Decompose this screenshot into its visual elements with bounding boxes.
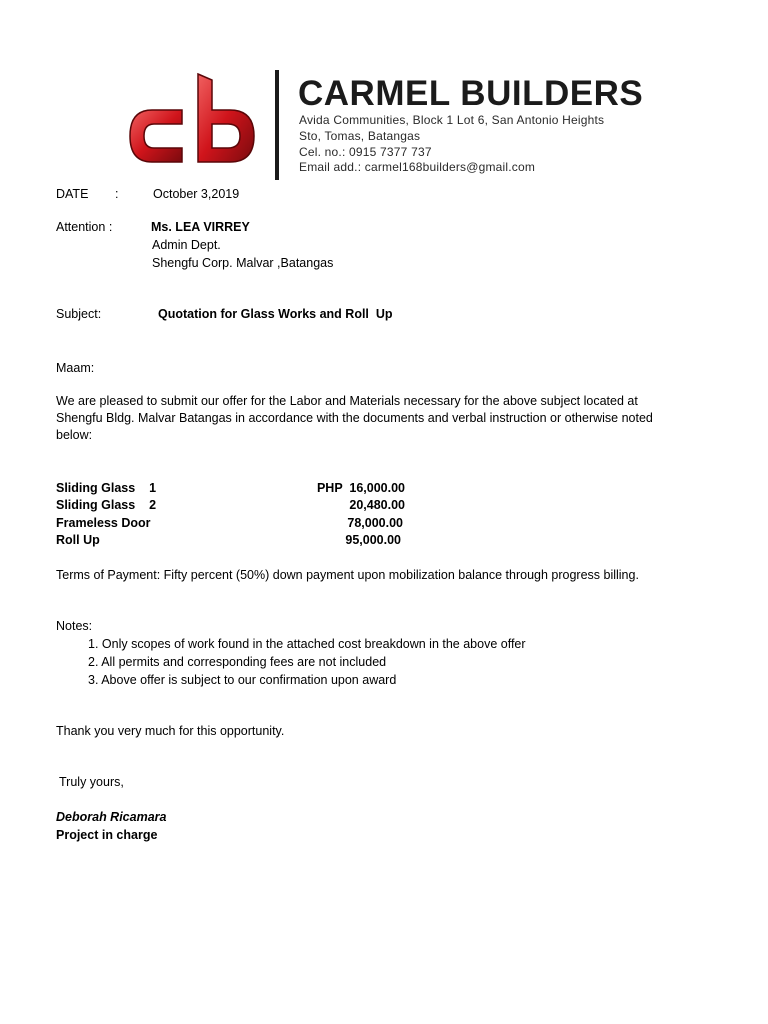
company-address-line2: Sto, Tomas, Batangas [299,129,421,143]
item-amount: PHP 16,000.00 [316,481,405,495]
body-paragraph: We are pleased to submit our offer for the Labor and Materials necessary for the above subject located at Shengfu Bldg. Malvar Batangas in accordance with the documents and verbal instruction or otherwise noted below: [56,394,653,442]
logo-letter-c [130,110,182,162]
item-name: Sliding Glass 1 [56,481,157,495]
item-name: Roll Up [56,533,100,547]
attention-dept: Admin Dept. [152,238,221,252]
date-colon: : [115,187,119,201]
signer-title: Project in charge [56,828,158,842]
subject-value: Quotation for Glass Works and Roll Up [158,307,393,321]
header-divider [275,70,279,180]
signer-name: Deborah Ricamara [56,810,167,824]
item-amount: 95,000.00 [345,533,401,547]
company-name: CARMEL BUILDERS [298,74,644,113]
company-address-line1: Avida Communities, Block 1 Lot 6, San Antonio Heights [299,113,605,127]
note-item: 1. Only scopes of work found in the attached cost breakdown in the above offer [88,637,526,651]
thanks-line: Thank you very much for this opportunity. [56,724,285,738]
item-amount: 78,000.00 [347,516,403,530]
logo-letter-b [198,74,254,162]
attention-name: Ms. LEA VIRREY [151,220,250,234]
subject-label: Subject: [56,307,102,321]
company-email: Email add.: carmel168builders@gmail.com [299,160,536,174]
company-logo [122,70,262,182]
salutation: Maam: [56,361,95,375]
attention-label: Attention : [56,220,113,234]
item-amount: 20,480.00 [349,498,405,512]
item-name: Frameless Door [56,516,151,530]
date-value: October 3,2019 [153,187,240,201]
attention-company: Shengfu Corp. Malvar ,Batangas [152,256,334,270]
closing-line: Truly yours, [59,775,124,789]
payment-terms: Terms of Payment: Fifty percent (50%) down payment upon mobilization balance through progress billing. [56,568,639,582]
notes-label: Notes: [56,619,93,633]
item-name: Sliding Glass 2 [56,498,157,512]
note-item: 2. All permits and corresponding fees are not included [88,655,387,669]
note-item: 3. Above offer is subject to our confirmation upon award [88,673,397,687]
company-cel: Cel. no.: 0915 7377 737 [299,145,432,159]
date-label: DATE [56,187,89,201]
